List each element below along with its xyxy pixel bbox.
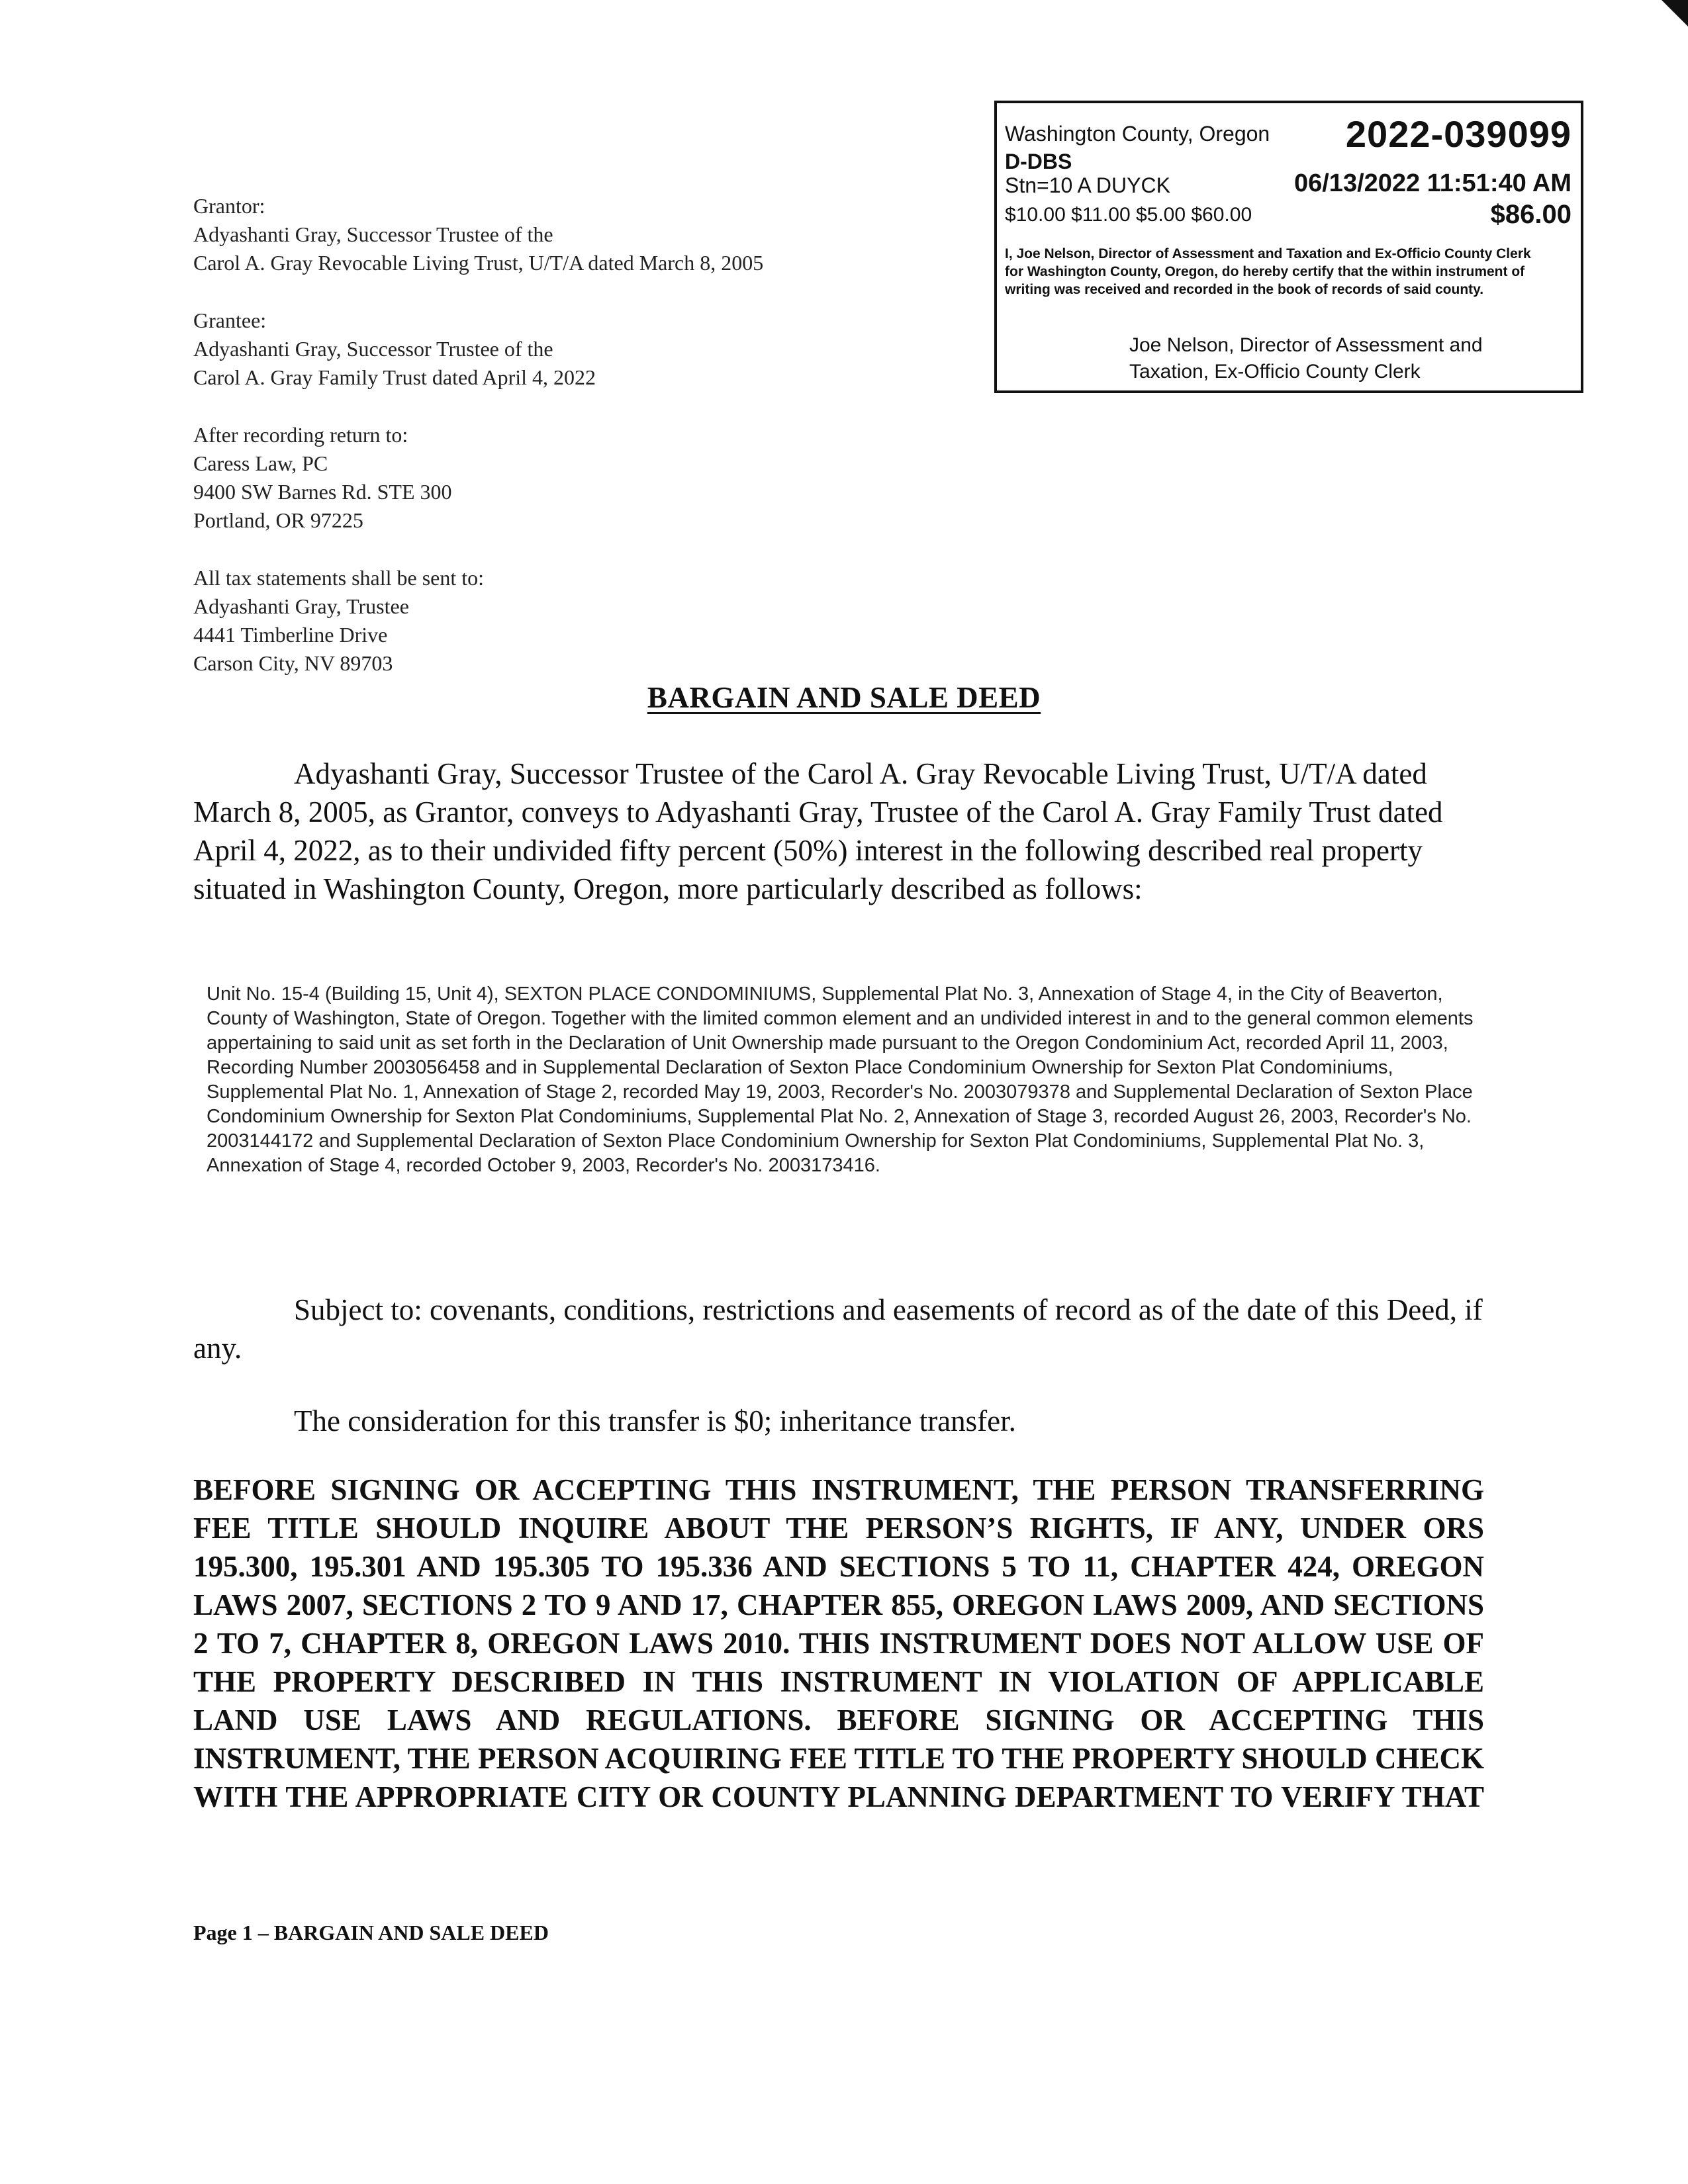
tax-label: All tax statements shall be sent to: [193, 566, 485, 590]
statutory-warning: BEFORE SIGNING OR ACCEPTING THIS INSTRUMENT, THE PERSON TRANSFERRING FEE TITLE SHOULD INQUIRE ABOUT THE PERSON’S RIGHTS, IF ANY, UNDER ORS 195.300, 195.301 AND 195.305 TO 195.336 AND SECTIONS 5 TO 11, CHAPTER 424, OREGON LAWS 2007, SECTIONS 2 TO 9 AND 17, CHAPTER 855, OREGON LAWS 2009, AND SECTIONS 2 TO 7, CHAPTER 8, OREGON LAWS 2010. THIS INSTRUMENT DOES NOT ALLOW USE OF THE PROPERTY DESCRIBED IN THIS INSTRUMENT IN VIOLATION OF APPLICABLE LAND USE LAWS AND REGULATIONS. BEFORE SIGNING OR ACCEPTING THIS INSTRUMENT, THE PERSON ACQUIRING FEE TITLE TO THE PROPERTY SHOULD CHECK WITH THE APPROPRIATE CITY OR COUNTY PLANNING DEPARTMENT TO VERIFY THAT [193, 1473, 1484, 1813]
stamp-datetime: 06/13/2022 11:51:40 AM [1293, 169, 1571, 197]
grantee-block [193, 306, 596, 392]
grantee-label: Grantee: [193, 308, 267, 332]
consideration-paragraph: The consideration for this transfer is $0; inheritance transfer. [294, 1404, 1016, 1437]
grantor-line1: Adyashanti Gray, Successor Trustee of the [193, 222, 553, 246]
stamp-signer-line2: Taxation, Ex-Officio County Clerk [1129, 361, 1421, 383]
grantor-line2: Carol A. Gray Revocable Living Trust, U/T/A dated March 8, 2005 [193, 251, 764, 275]
grantor-label: Grantor: [193, 194, 265, 218]
stamp-certification: I, Joe Nelson, Director of Assessment and Taxation and Ex-Officio County Clerk for Washington County, Oregon, do hereby certify that the within instrument of writing was received and recorded in the book of records of said county. [1005, 246, 1531, 297]
return-line2: 9400 SW Barnes Rd. STE 300 [193, 480, 452, 504]
grantor-block [193, 192, 763, 277]
stamp-station: Stn=10 A DUYCK [1005, 173, 1170, 197]
grantee-line1: Adyashanti Gray, Successor Trustee of the [193, 337, 553, 361]
tax-line3: Carson City, NV 89703 [193, 651, 393, 675]
stamp-document-number: 2022-039099 [1345, 113, 1571, 155]
tax-line2: 4441 Timberline Drive [193, 623, 388, 647]
return-line1: Caress Law, PC [193, 451, 328, 475]
return-address-block [193, 421, 452, 535]
return-line3: Portland, OR 97225 [193, 508, 363, 532]
stamp-county: Washington County, Oregon [1005, 122, 1270, 146]
stamp-signer [1129, 332, 1579, 385]
stamp-total: $86.00 [1490, 200, 1571, 229]
subject-to-paragraph: Subject to: covenants, conditions, restrictions and easements of record as of the date of this Deed, if any. [193, 1293, 1483, 1365]
page-footer: Page 1 – BARGAIN AND SALE DEED [193, 1921, 549, 1944]
grantee-line2: Carol A. Gray Family Trust dated April 4, 2022 [193, 365, 596, 389]
tax-line1: Adyashanti Gray, Trustee [193, 594, 409, 618]
stamp-fees: $10.00 $11.00 $5.00 $60.00 [1005, 204, 1252, 226]
conveyance-paragraph: Adyashanti Gray, Successor Trustee of the Carol A. Gray Revocable Living Trust, U/T/A dated March 8, 2005, as Grantor, conveys to Adyashanti Gray, Trustee of the Carol A. Gray Family Trust dated April 4, 2022, as to their undivided fifty percent (50%) interest in the following described real property situated in Washington County, Oregon, more particularly described as follows: [193, 757, 1443, 905]
scan-corner-mark [1662, 0, 1688, 26]
stamp-document-type: D-DBS [1005, 150, 1072, 173]
document-title: BARGAIN AND SALE DEED [647, 681, 1041, 714]
legal-description: Unit No. 15-4 (Building 15, Unit 4), SEXTON PLACE CONDOMINIUMS, Supplemental Plat No. 3, Annexation of Stage 4, in the City of Beaverton, County of Washington, State of Oregon. Together with the limited common element and an undivided interest in and to the general common elements appertaining to said unit as set forth in the Declaration of Unit Ownership made pursuant to the Oregon Condominium Act, recorded April 11, 2003, Recording Number 2003056458 and in Supplemental Declaration of Sexton Place Condominium Ownership for Sexton Plat Condominiums, Supplemental Plat No. 1, Annexation of Stage 2, recorded May 19, 2003, Recorder's No. 2003079378 and Supplemental Declaration of Sexton Place Condominium Ownership for Sexton Plat Condominiums, Supplemental Plat No. 2, Annexation of Stage 3, recorded August 26, 2003, Recorder's No. 2003144172 and Supplemental Declaration of Sexton Place Condominium Ownership for Sexton Plat Condominiums, Supplemental Plat No. 3, Annexation of Stage 4, recorded October 9, 2003, Recorder's No. 2003173416. [207, 983, 1474, 1176]
stamp-signer-line1: Joe Nelson, Director of Assessment and [1129, 334, 1483, 356]
tax-statement-block [193, 564, 484, 678]
recording-stamp [994, 101, 1583, 393]
return-label: After recording return to: [193, 423, 408, 447]
document-title-wrap [0, 680, 1688, 715]
